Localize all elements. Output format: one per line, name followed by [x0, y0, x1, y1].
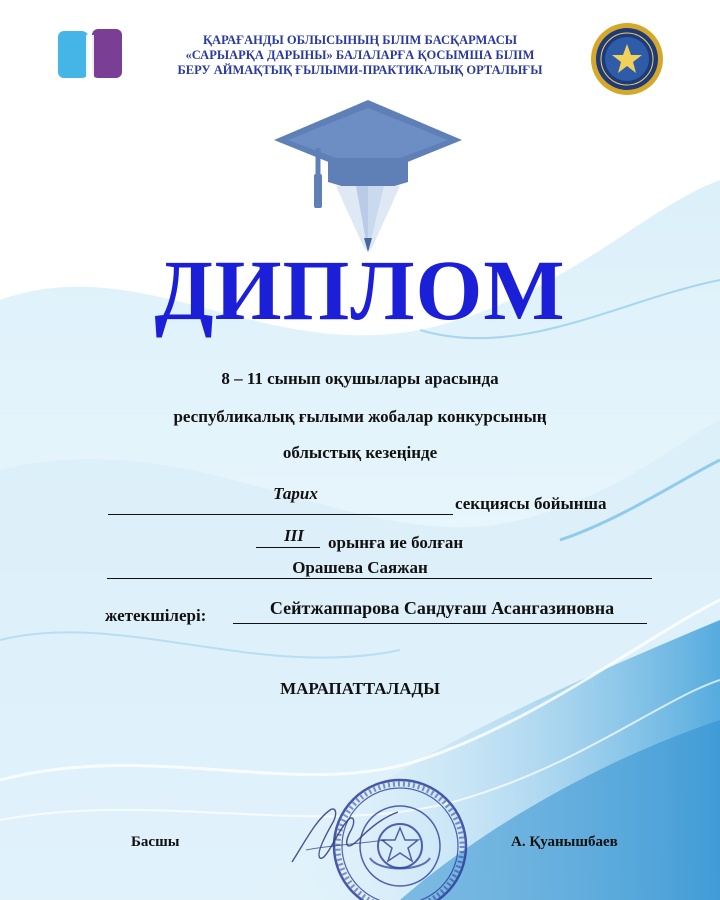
head-label: Басшы — [131, 834, 180, 850]
head-name: А. Қуанышбаев — [511, 834, 618, 850]
place-value: ІІІ — [284, 526, 304, 545]
graduation-cap-pencil-icon — [272, 98, 464, 254]
body-line-2: республикалық ғылыми жобалар конкурсының — [173, 407, 547, 426]
center-emblem-icon — [590, 22, 664, 96]
section-suffix: секциясы бойынша — [455, 494, 607, 513]
body-line-1: 8 – 11 сынып оқушылары арасында — [221, 369, 499, 388]
body-line-3: облыстық кезеңінде — [282, 443, 438, 462]
section-value: Тарих — [273, 484, 318, 503]
header-line-2: «САРЫАРҚА ДАРЫНЫ» БАЛАЛАРҒА ҚОСЫМША БІЛІМ — [185, 48, 535, 62]
student-name: Орашева Саяжан — [292, 558, 428, 577]
handwritten-signature — [286, 800, 406, 870]
place-suffix: орынға ие болған — [328, 533, 464, 552]
book-logo-icon — [58, 29, 122, 80]
supervisor-label: жетекшілері: — [105, 606, 207, 625]
award-text: МАРАПАТТАЛАДЫ — [280, 679, 440, 698]
organization-header — [140, 33, 580, 78]
supervisor-name: Сейтжаппарова Сандуғаш Асангазиновна — [269, 598, 615, 618]
header-line-3: БЕРУ АЙМАҚТЫҚ ҒЫЛЫМИ-ПРАКТИКАЛЫҚ ОРТАЛЫҒЫ — [177, 63, 543, 77]
diploma-title: ДИПЛОМ — [154, 242, 566, 338]
header-line-1: ҚАРАҒАНДЫ ОБЛЫСЫНЫҢ БІЛІМ БАСҚАРМАСЫ — [202, 33, 518, 47]
